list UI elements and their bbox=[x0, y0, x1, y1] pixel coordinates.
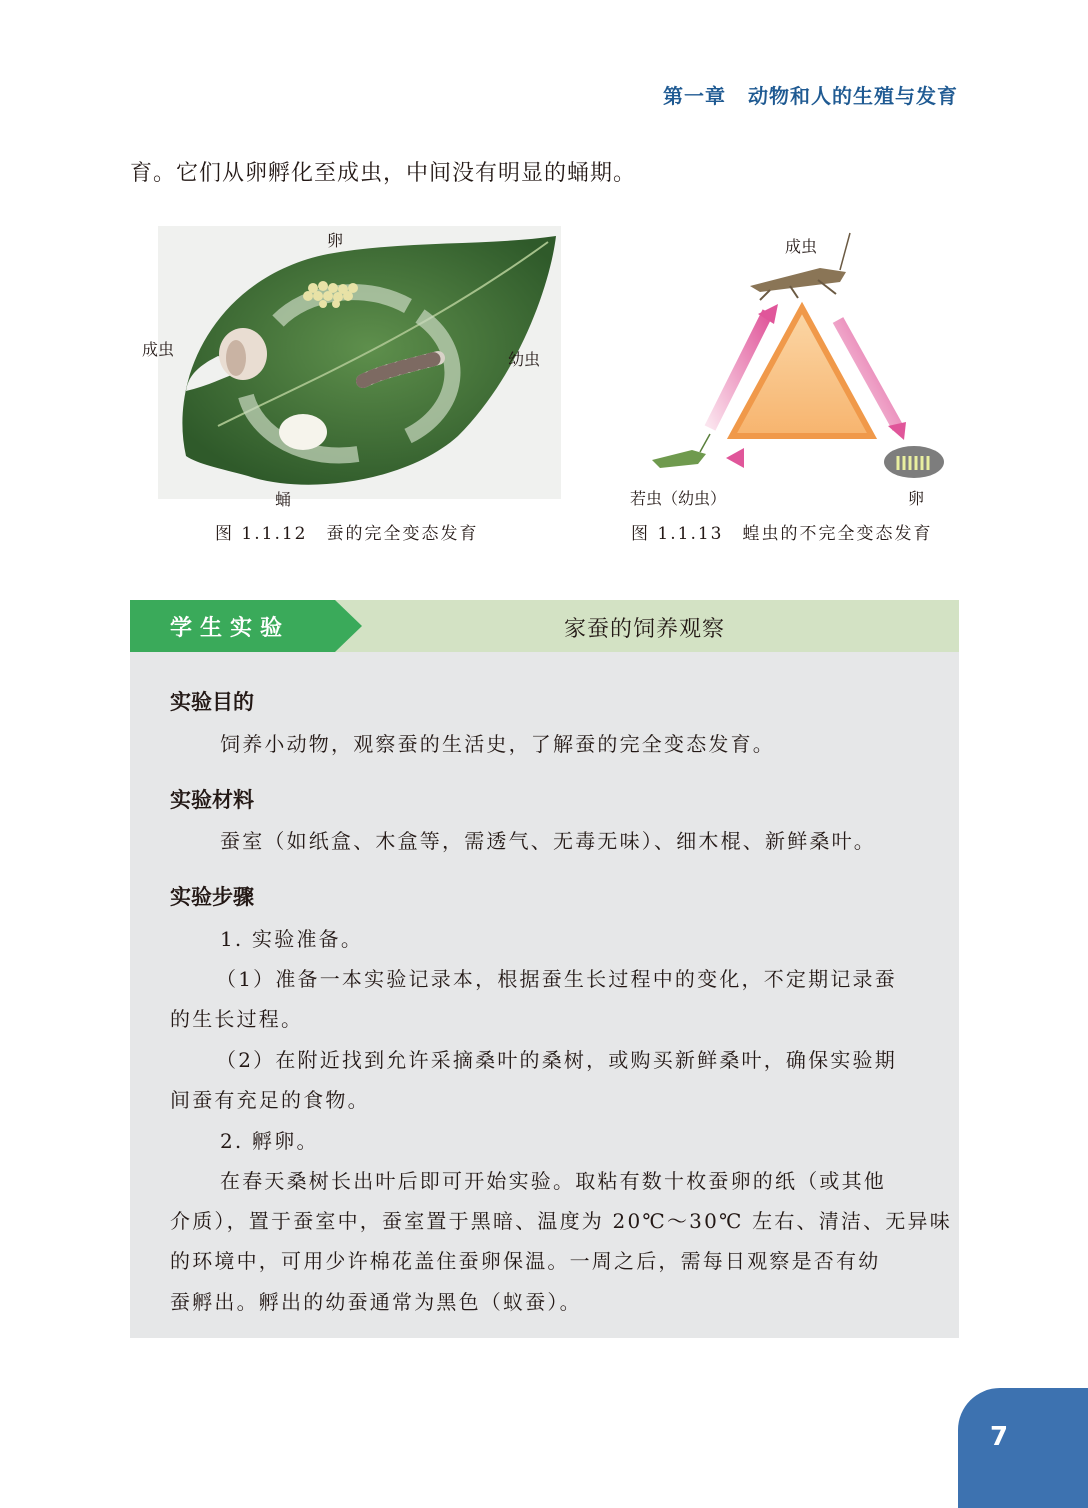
experiment-title: 家蚕的饲养观察 bbox=[564, 617, 726, 642]
step-1b-line-2: 间蚕有充足的食物。 bbox=[170, 1088, 370, 1112]
steps-heading: 实验步骤 bbox=[170, 885, 254, 909]
larva-label: 幼虫 bbox=[508, 350, 541, 369]
step-2: 2. 孵卵。 bbox=[220, 1129, 319, 1153]
silkworm-lifecycle-photo bbox=[158, 226, 561, 499]
triangle-cycle-illustration bbox=[640, 228, 960, 518]
step-1b-line-1: （2）在附近找到允许采摘桑叶的桑树，或购买新鲜桑叶，确保实验期 bbox=[216, 1048, 897, 1072]
experiment-tag: 学生实验 bbox=[170, 616, 291, 641]
locust-egg-label: 卵 bbox=[908, 489, 925, 508]
nymph-label: 若虫（幼虫） bbox=[630, 489, 727, 508]
step-1a-line-2: 的生长过程。 bbox=[170, 1007, 304, 1031]
student-experiment-box bbox=[130, 600, 959, 1338]
materials-text: 蚕室（如纸盒、木盒等，需透气、无毒无味）、细木棍、新鲜桑叶。 bbox=[220, 829, 876, 853]
materials-heading: 实验材料 bbox=[170, 788, 254, 812]
step-2-line-4: 蚕孵出。孵出的幼蚕通常为黑色（蚁蚕）。 bbox=[170, 1290, 582, 1314]
experiment-header bbox=[130, 600, 959, 652]
egg-label: 卵 bbox=[327, 231, 344, 250]
step-1a-line-1: （1）准备一本实验记录本，根据蚕生长过程中的变化，不定期记录蚕 bbox=[216, 967, 897, 991]
intro-text: 育。它们从卵孵化至成虫，中间没有明显的蛹期。 bbox=[130, 161, 637, 186]
locust-adult-label: 成虫 bbox=[785, 237, 818, 256]
figure-caption-right: 图 1.1.13 蝗虫的不完全变态发育 bbox=[631, 524, 933, 544]
mulberry-leaf-illustration bbox=[158, 226, 561, 499]
step-2-line-1: 在春天桑树长出叶后即可开始实验。取粘有数十枚蚕卵的纸（或其他 bbox=[220, 1169, 886, 1193]
page-number-tab bbox=[958, 1388, 1088, 1508]
purpose-text: 饲养小动物，观察蚕的生活史，了解蚕的完全变态发育。 bbox=[220, 732, 775, 756]
chapter-number: 第一章 bbox=[663, 84, 726, 108]
chapter-header bbox=[663, 80, 958, 109]
figure-caption-left: 图 1.1.12 蚕的完全变态发育 bbox=[215, 524, 479, 544]
locust-lifecycle-diagram bbox=[640, 228, 960, 518]
chapter-title: 动物和人的生殖与发育 bbox=[748, 84, 958, 108]
page-number: 7 bbox=[990, 1422, 1009, 1452]
step-2-line-3: 的环境中，可用少许棉花盖住蚕卵保温。一周之后，需每日观察是否有幼 bbox=[170, 1249, 881, 1273]
purpose-heading: 实验目的 bbox=[170, 690, 254, 714]
step-2-line-2: 介质），置于蚕室中，蚕室置于黑暗、温度为 20℃～30℃ 左右、清洁、无异味 bbox=[170, 1209, 952, 1233]
step-1: 1. 实验准备。 bbox=[220, 927, 364, 951]
adult-label: 成虫 bbox=[142, 340, 175, 359]
pupa-label: 蛹 bbox=[275, 490, 292, 509]
